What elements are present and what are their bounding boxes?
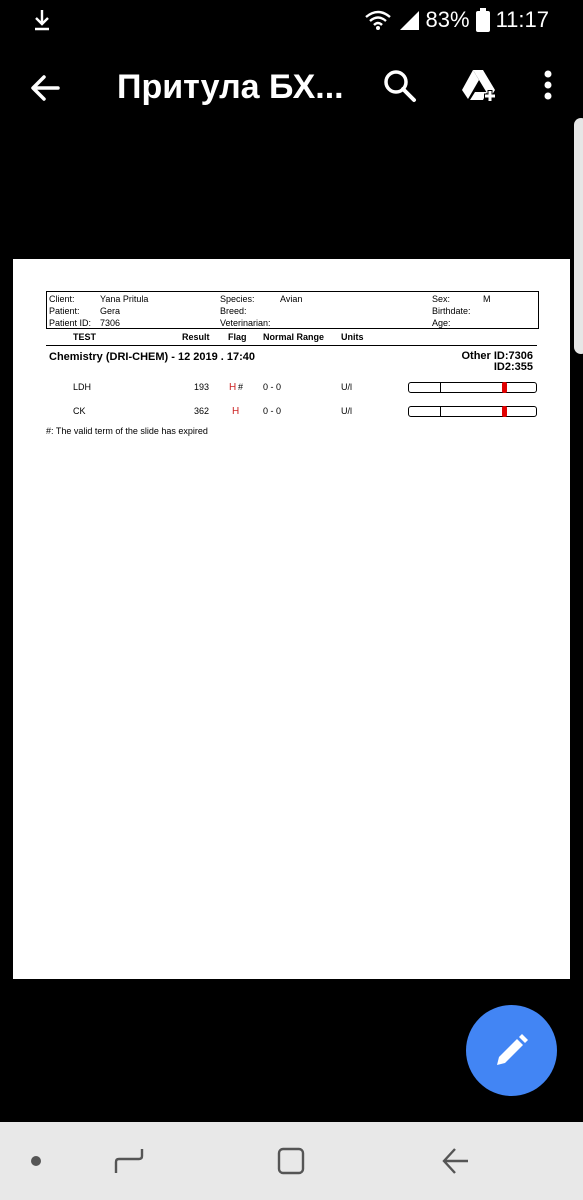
result-row: [13, 380, 570, 394]
patient-value: Gera: [100, 306, 121, 316]
divider: [46, 345, 537, 346]
normal-range: 0 - 0: [263, 382, 282, 392]
home-icon[interactable]: [276, 1146, 306, 1176]
range-tick: [440, 383, 441, 392]
battery-icon: [476, 8, 490, 32]
column-header-normal-range: Normal Range: [263, 332, 325, 342]
clock: 11:17: [495, 7, 549, 32]
more-vert-icon[interactable]: [536, 68, 560, 104]
client-label: Client:: [49, 294, 75, 304]
cellular-signal-icon: [398, 9, 420, 31]
column-header-test: TEST: [73, 332, 97, 342]
app-bar: [0, 50, 583, 130]
species-value: Avian: [280, 294, 303, 304]
id2: ID2:355: [493, 361, 533, 373]
sex-label: Sex:: [432, 294, 451, 304]
download-arrow-icon: [32, 8, 52, 32]
age-label: Age:: [432, 318, 451, 328]
patient-id-label: Patient ID:: [49, 318, 92, 328]
value-marker: [502, 406, 507, 417]
test-result: 362: [194, 406, 210, 416]
range-bar: [408, 382, 537, 393]
breed-label: Breed:: [220, 306, 247, 316]
units: U/l: [341, 406, 352, 416]
search-icon[interactable]: [382, 68, 418, 104]
flag-note: #: [238, 382, 244, 392]
range-tick: [440, 407, 441, 416]
column-header-result: Result: [182, 332, 210, 342]
pdf-page: [13, 259, 570, 979]
result-row: [13, 404, 570, 418]
footnote: #: The valid term of the slide has expired: [46, 426, 208, 436]
range-bar: [408, 406, 537, 417]
test-name: LDH: [73, 382, 92, 392]
nav-dot-icon[interactable]: [30, 1155, 42, 1167]
patient-id-value: 7306: [100, 318, 121, 328]
recent-apps-icon[interactable]: [114, 1146, 144, 1176]
edit-fab-button[interactable]: [466, 1005, 557, 1096]
column-header-units: Units: [341, 332, 364, 342]
patient-info-box: [46, 291, 539, 329]
sex-value: M: [483, 294, 491, 304]
units: U/l: [341, 382, 352, 392]
section-title: Chemistry (DRI-CHEM) - 12 2019 . 17:40: [49, 351, 256, 363]
other-id: Other ID:7306: [461, 350, 533, 362]
column-header-flag: Flag: [228, 332, 247, 342]
google-drive-add-icon[interactable]: [460, 68, 498, 104]
client-value: Yana Pritula: [100, 294, 149, 304]
other-id-block: [461, 351, 533, 373]
test-result: 193: [194, 382, 210, 392]
species-label: Species:: [220, 294, 255, 304]
flag-high: H: [229, 382, 237, 393]
veterinarian-label: Veterinarian:: [220, 318, 271, 328]
nav-back-icon[interactable]: [440, 1146, 470, 1176]
arrow-back-icon[interactable]: [28, 70, 64, 106]
birthdate-label: Birthdate:: [432, 306, 471, 316]
navigation-bar: [0, 1122, 583, 1200]
scrollbar-thumb[interactable]: [574, 118, 583, 354]
status-bar: [0, 0, 583, 40]
battery-percent: 83%: [425, 7, 470, 32]
patient-label: Patient:: [49, 306, 80, 316]
wifi-icon: [364, 9, 392, 31]
document-title: Притула БХ...: [117, 68, 344, 106]
test-name: CK: [73, 406, 86, 416]
value-marker: [502, 382, 507, 393]
normal-range: 0 - 0: [263, 406, 282, 416]
edit-pencil-icon: [493, 1032, 530, 1069]
flag-high: H: [232, 406, 240, 417]
